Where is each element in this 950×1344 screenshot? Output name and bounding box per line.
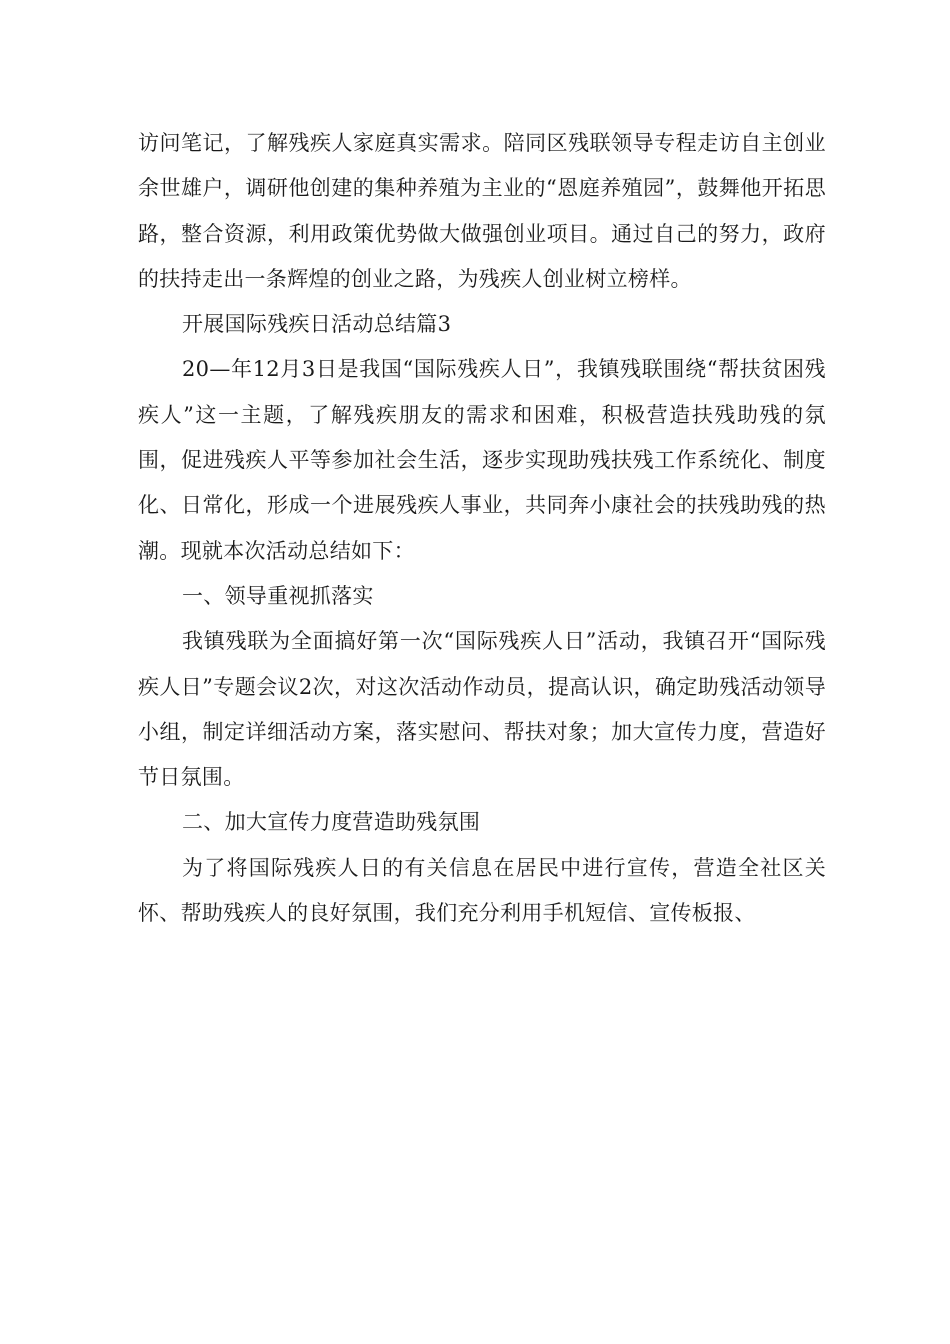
section-heading-1: 一、领导重视抓落实 [182,583,374,608]
paragraph-publicity: 为了将国际残疾人日的有关信息在居民中进行宣传，营造全社区关怀、帮助残疾人的良好氛围，我们充分利用手机短信、宣传板报、 [138,855,826,926]
paragraph-leadership: 我镇残联为全面搞好第一次“国际残疾人日”活动，我镇召开“国际残疾人日”专题会议2次，对这次活动作动员，提高认识，确定助残活动领导小组，制定详细活动方案，落实慰问、帮扶对象；加大宣传力度，营造好节日氛围。 [138,629,826,790]
paragraph-continuation: 访问笔记，了解残疾人家庭真实需求。陪同区残联领导专程走访自主创业余世雄户，调研他创建的集种养殖为主业的“恩庭养殖园”，鼓舞他开拓思路，整合资源，利用政策优势做大做强创业项目。通过自己的努力，政府的扶持走出一条辉煌的创业之路，为残疾人创业树立榜样。 [138,131,826,291]
paragraph-intro: 20—年12月3日是我国“国际残疾人日”，我镇残联围绕“帮扶贫困残疾人”这一主题，了解残疾朋友的需求和困难，积极营造扶残助残的氛围，促进残疾人平等参加社会生活，逐步实现助残扶残工作系统化、制度化、日常化，形成一个进展残疾人事业，共同奔小康社会的扶残助残的热潮。现就本次活动总结如下： [138,357,826,563]
section-heading-2: 二、加大宣传力度营造助残氛围 [182,810,481,835]
section-title-article-3: 开展国际残疾日活动总结篇3 [182,312,452,337]
document-body [138,121,826,936]
